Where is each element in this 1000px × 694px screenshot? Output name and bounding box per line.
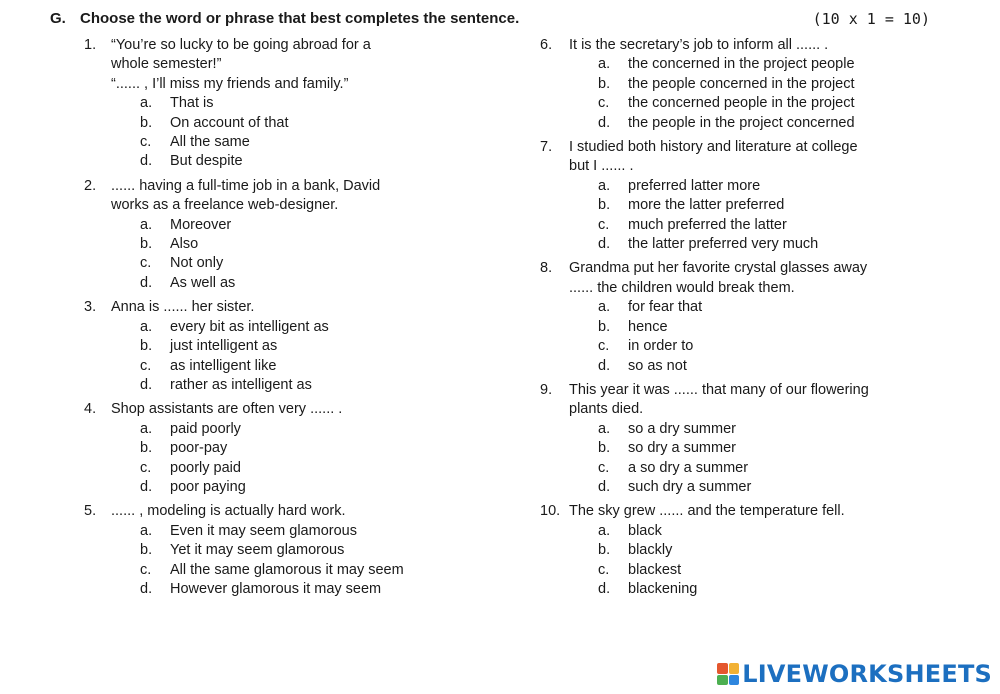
- answer-option[interactable]: [84, 376, 514, 395]
- option-letter: c.: [140, 357, 152, 374]
- option-letter: d.: [140, 274, 153, 291]
- question: [84, 502, 514, 599]
- question-text: [111, 298, 514, 317]
- section-letter: G.: [50, 10, 66, 27]
- question: [540, 381, 920, 497]
- option-text: poor-pay: [170, 440, 228, 457]
- answer-option[interactable]: [540, 522, 920, 541]
- option-text: the concerned in the project people: [628, 56, 855, 73]
- option-text: black: [628, 522, 662, 539]
- answer-option[interactable]: [84, 478, 514, 497]
- question-text: [111, 177, 514, 216]
- answer-option[interactable]: [84, 114, 514, 133]
- brand-wordmark: LIVEWORKSHEETS: [742, 660, 992, 688]
- question: [84, 177, 514, 293]
- answer-option[interactable]: [84, 274, 514, 293]
- answer-option[interactable]: [540, 420, 920, 439]
- option-letter: c.: [598, 561, 610, 578]
- question: [540, 36, 920, 133]
- question-line: “...... , I’ll miss my friends and family.”: [111, 75, 349, 92]
- option-letter: c.: [140, 561, 152, 578]
- answer-option[interactable]: [84, 254, 514, 273]
- question-line: Shop assistants are often very ...... .: [111, 401, 343, 418]
- option-text: Even it may seem glamorous: [170, 522, 357, 539]
- question-number: 10.: [540, 503, 561, 520]
- question-line: This year it was ...... that many of our flowering: [569, 381, 869, 398]
- option-letter: a.: [598, 420, 611, 437]
- answer-option[interactable]: [540, 439, 920, 458]
- option-text: just intelligent as: [170, 338, 278, 355]
- answer-option[interactable]: [84, 561, 514, 580]
- option-letter: d.: [598, 114, 611, 131]
- option-letter: a.: [598, 299, 611, 316]
- question-line: The sky grew ...... and the temperature fell.: [569, 503, 845, 520]
- answer-option[interactable]: [540, 94, 920, 113]
- answer-option[interactable]: [540, 196, 920, 215]
- option-letter: d.: [140, 153, 153, 170]
- question-number: 8.: [540, 260, 553, 277]
- answer-option[interactable]: [540, 318, 920, 337]
- answer-option[interactable]: [540, 478, 920, 497]
- option-text: preferred latter more: [628, 177, 761, 194]
- option-text: in order to: [628, 338, 694, 355]
- question-number: 3.: [84, 299, 97, 316]
- option-letter: b.: [598, 542, 611, 559]
- option-text: paid poorly: [170, 420, 241, 437]
- mark-cell: [729, 675, 740, 686]
- option-text: as intelligent like: [170, 357, 277, 374]
- question: [540, 138, 920, 254]
- option-text: On account of that: [170, 114, 289, 131]
- option-text: poor paying: [170, 478, 246, 495]
- option-letter: a.: [140, 522, 153, 539]
- option-text: so dry a summer: [628, 440, 736, 457]
- option-text: blackest: [628, 561, 682, 578]
- question-text: [569, 259, 920, 298]
- question-text: [111, 36, 514, 94]
- option-text: every bit as intelligent as: [170, 318, 329, 335]
- question-text: [111, 400, 514, 419]
- option-text: blackly: [628, 542, 673, 559]
- option-letter: d.: [598, 478, 611, 495]
- question: [540, 259, 920, 375]
- question: [540, 502, 920, 599]
- option-text: the people concerned in the project: [628, 75, 855, 92]
- option-letter: d.: [598, 357, 611, 374]
- question-line: plants died.: [569, 401, 644, 418]
- option-letter: a.: [598, 56, 611, 73]
- answer-option[interactable]: [84, 133, 514, 152]
- option-letter: c.: [140, 255, 152, 272]
- answer-option[interactable]: [84, 459, 514, 478]
- section-instructions: Choose the word or phrase that best completes the sentence.: [80, 10, 520, 27]
- option-text: But despite: [170, 153, 243, 170]
- option-letter: c.: [598, 338, 610, 355]
- answer-options: [84, 522, 514, 600]
- question-text: [569, 381, 920, 420]
- question-number: 2.: [84, 177, 97, 194]
- option-letter: b.: [598, 318, 611, 335]
- option-letter: b.: [140, 338, 153, 355]
- option-text: That is: [170, 95, 214, 112]
- question-number: 4.: [84, 401, 97, 418]
- option-text: much preferred the latter: [628, 216, 787, 233]
- questions-column-right: [540, 36, 920, 604]
- option-letter: c.: [140, 459, 152, 476]
- score-formula: (10 x 1 = 10): [812, 10, 930, 28]
- question-line: I studied both history and literature at college: [569, 139, 858, 156]
- answer-option[interactable]: [540, 561, 920, 580]
- option-letter: b.: [598, 197, 611, 214]
- option-text: rather as intelligent as: [170, 376, 312, 393]
- question-line: works as a freelance web-designer.: [111, 197, 339, 214]
- answer-option[interactable]: [84, 216, 514, 235]
- option-letter: c.: [598, 95, 610, 112]
- mark-cell: [717, 675, 728, 686]
- option-letter: a.: [598, 177, 611, 194]
- option-text: Not only: [170, 255, 224, 272]
- option-text: the people in the project concerned: [628, 114, 855, 131]
- question-number: 9.: [540, 381, 553, 398]
- question: [84, 298, 514, 395]
- option-text: more the latter preferred: [628, 197, 785, 214]
- answer-option[interactable]: [540, 580, 920, 599]
- liveworksheets-mark-icon: [717, 663, 739, 685]
- answer-option[interactable]: [540, 459, 920, 478]
- question-text: [569, 138, 920, 177]
- option-text: hence: [628, 318, 668, 335]
- answer-option[interactable]: [540, 114, 920, 133]
- option-letter: b.: [140, 542, 153, 559]
- question: [84, 400, 514, 497]
- option-letter: d.: [140, 376, 153, 393]
- question-number: 1.: [84, 37, 97, 53]
- answer-option[interactable]: [84, 152, 514, 171]
- question-line: whole semester!”: [111, 56, 222, 73]
- answer-option[interactable]: [84, 235, 514, 254]
- option-text: the latter preferred very much: [628, 236, 819, 253]
- answer-option[interactable]: [540, 235, 920, 254]
- option-letter: a.: [140, 95, 153, 112]
- option-letter: a.: [140, 420, 153, 437]
- answer-option[interactable]: [84, 337, 514, 356]
- option-letter: b.: [140, 114, 153, 131]
- answer-option[interactable]: [540, 337, 920, 356]
- option-text: so as not: [628, 357, 687, 374]
- option-letter: a.: [140, 216, 153, 233]
- option-letter: a.: [598, 522, 611, 539]
- answer-option[interactable]: [84, 522, 514, 541]
- question-line: ...... , modeling is actually hard work.: [111, 503, 346, 520]
- option-text: However glamorous it may seem: [170, 580, 382, 597]
- brand-logo: [717, 660, 992, 688]
- answer-option[interactable]: [84, 541, 514, 560]
- answer-option[interactable]: [540, 55, 920, 74]
- question-number: 7.: [540, 139, 553, 156]
- question-text: [569, 36, 920, 55]
- option-letter: b.: [598, 75, 611, 92]
- questions-column-left: [84, 36, 514, 604]
- answer-option[interactable]: [540, 357, 920, 376]
- option-letter: a.: [140, 318, 153, 335]
- option-letter: d.: [140, 580, 153, 597]
- answer-options: [540, 55, 920, 133]
- answer-option[interactable]: [540, 216, 920, 235]
- option-letter: b.: [140, 440, 153, 457]
- question-line: ...... the children would break them.: [569, 279, 795, 296]
- question-text: [569, 502, 920, 521]
- answer-options: [84, 216, 514, 294]
- answer-option[interactable]: [84, 318, 514, 337]
- option-text: for fear that: [628, 299, 703, 316]
- option-text: As well as: [170, 274, 236, 291]
- option-text: the concerned people in the project: [628, 95, 855, 112]
- option-text: Moreover: [170, 216, 232, 233]
- answer-option[interactable]: [84, 94, 514, 113]
- question-line: Grandma put her favorite crystal glasses away: [569, 260, 868, 277]
- option-text: blackening: [628, 580, 698, 597]
- option-text: Yet it may seem glamorous: [170, 542, 345, 559]
- option-text: All the same glamorous it may seem: [170, 561, 404, 578]
- answer-option[interactable]: [84, 580, 514, 599]
- option-text: All the same: [170, 134, 250, 151]
- question-line: ...... having a full-time job in a bank, David: [111, 177, 381, 194]
- option-letter: c.: [598, 216, 610, 233]
- option-letter: d.: [598, 580, 611, 597]
- answer-options: [84, 420, 514, 498]
- question-line: but I ...... .: [569, 158, 634, 175]
- mark-cell: [729, 663, 740, 674]
- option-text: such dry a summer: [628, 478, 752, 495]
- answer-options: [540, 177, 920, 255]
- option-text: so a dry summer: [628, 420, 736, 437]
- answer-option[interactable]: [540, 177, 920, 196]
- answer-option[interactable]: [540, 541, 920, 560]
- question-line: “You’re so lucky to be going abroad for a: [111, 37, 371, 53]
- answer-options: [540, 420, 920, 498]
- question-number: 5.: [84, 503, 97, 520]
- question: [84, 36, 514, 172]
- answer-option[interactable]: [84, 357, 514, 376]
- option-letter: c.: [140, 134, 152, 151]
- answer-option[interactable]: [540, 75, 920, 94]
- answer-option[interactable]: [84, 439, 514, 458]
- option-letter: d.: [140, 478, 153, 495]
- option-letter: d.: [598, 236, 611, 253]
- answer-options: [540, 298, 920, 376]
- option-text: Also: [170, 236, 199, 253]
- answer-options: [84, 318, 514, 396]
- question-text: [111, 502, 514, 521]
- answer-options: [540, 522, 920, 600]
- question-line: It is the secretary’s job to inform all ...... .: [569, 37, 829, 53]
- question-number: 6.: [540, 37, 553, 53]
- answer-option[interactable]: [84, 420, 514, 439]
- option-letter: b.: [140, 236, 153, 253]
- section-header: [50, 10, 930, 34]
- mark-cell: [717, 663, 728, 674]
- option-text: poorly paid: [170, 459, 241, 476]
- option-letter: b.: [598, 440, 611, 457]
- answer-options: [84, 94, 514, 172]
- answer-option[interactable]: [540, 298, 920, 317]
- option-letter: c.: [598, 459, 610, 476]
- question-line: Anna is ...... her sister.: [111, 299, 255, 316]
- option-text: a so dry a summer: [628, 459, 749, 476]
